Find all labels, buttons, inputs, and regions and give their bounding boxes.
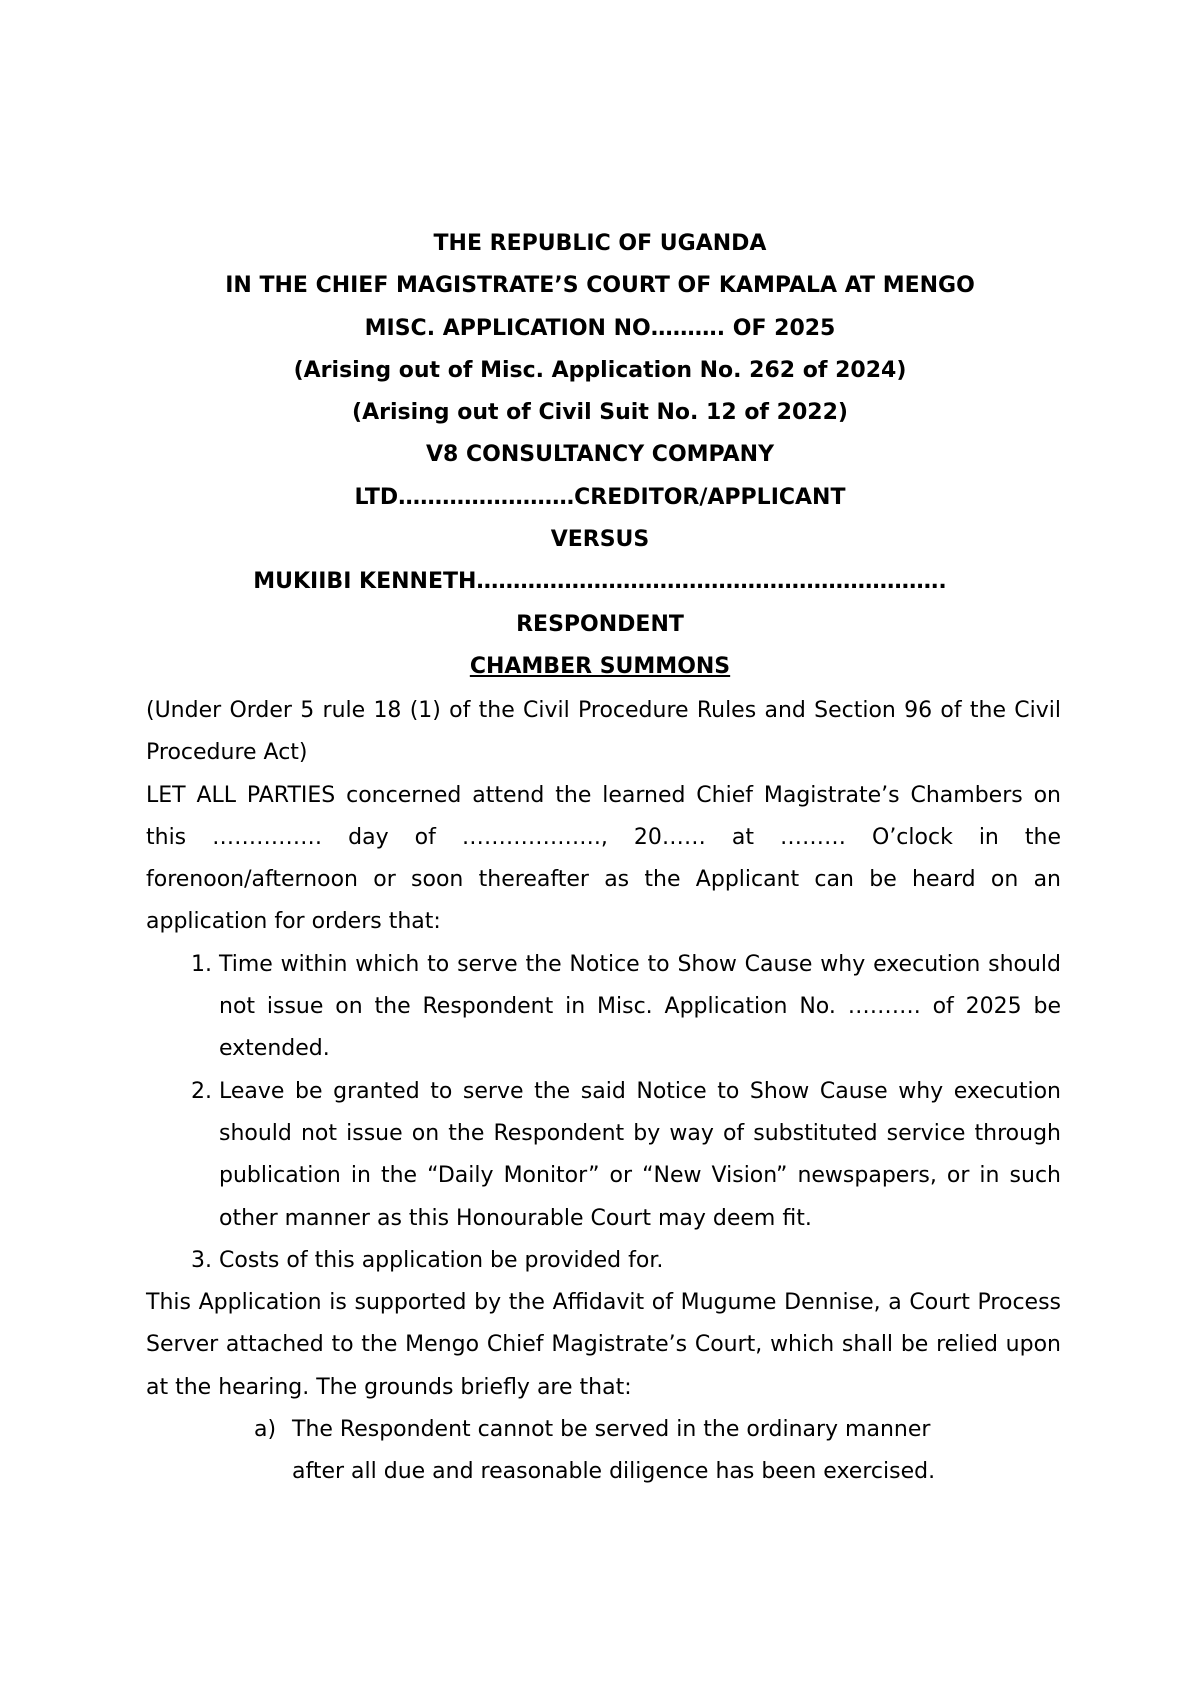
- arising-from-suit: (Arising out of Civil Suit No. 12 of 2022): [352, 400, 848, 426]
- summons-paragraph: LET ALL PARTIES concerned attend the learned Chief Magistrate’s Chambers on this …………… day of ………………., 20…… at ……… O’clock in the forenoon/afternoon or soon thereafter as the Applicant can be heard on an application for orders that:: [146, 782, 1061, 935]
- republic-title: THE REPUBLIC OF UGANDA: [433, 231, 767, 256]
- ground-item: [254, 1409, 1061, 1494]
- ground-text: [292, 1409, 1061, 1494]
- arising-from-application: (Arising out of Misc. Application No. 262 of 2024): [293, 357, 907, 383]
- order-item: 3. Costs of this application be provided for.: [219, 1240, 1061, 1282]
- grounds-list: [146, 1409, 1061, 1494]
- ground-text-line1: The Respondent cannot be served in the ordinary manner: [292, 1417, 931, 1443]
- support-paragraph: This Application is supported by the Affidavit of Mugume Dennise, a Court Process Server attached to the Mengo Chief Magistrate’s Court, which shall be relied upon at the hearing. The grounds briefly are that:: [146, 1290, 1061, 1400]
- order-item: 2. Leave be granted to serve the said Notice to Show Cause why execution should not issue on the Respondent by way of substituted service through publication in the “Daily Monitor” or “New Vision” newspapers, or in such other manner as this Honourable Court may deem fit.: [219, 1071, 1061, 1240]
- document-heading: [140, 223, 1060, 688]
- authority-paragraph: (Under Order 5 rule 18 (1) of the Civil Procedure Rules and Section 96 of the Civil Procedure Act): [146, 698, 1061, 766]
- order-item: 1. Time within which to serve the Notice to Show Cause why execution should not issue on the Respondent in Misc. Application No. ………. of 2025 be extended.: [219, 944, 1061, 1071]
- application-number: MISC. APPLICATION NO………. OF 2025: [364, 315, 836, 341]
- court-title: IN THE CHIEF MAGISTRATE’S COURT OF KAMPALA AT MENGO: [225, 273, 975, 299]
- document-body: [146, 690, 1061, 1494]
- respondent-name: MUKIIBI KENNETH……………………………………………………….: [253, 569, 947, 595]
- applicant-name: V8 CONSULTANCY COMPANY: [425, 442, 775, 468]
- versus-label: VERSUS: [550, 527, 650, 553]
- respondent-role: RESPONDENT: [516, 611, 684, 637]
- applicant-role: LTD……………………CREDITOR/APPLICANT: [354, 484, 846, 510]
- ground-text-line2: after all due and reasonable diligence has been exercised.: [292, 1459, 936, 1485]
- orders-list: [146, 944, 1061, 1282]
- document-title: CHAMBER SUMMONS: [469, 653, 731, 679]
- ground-marker: a): [254, 1417, 277, 1443]
